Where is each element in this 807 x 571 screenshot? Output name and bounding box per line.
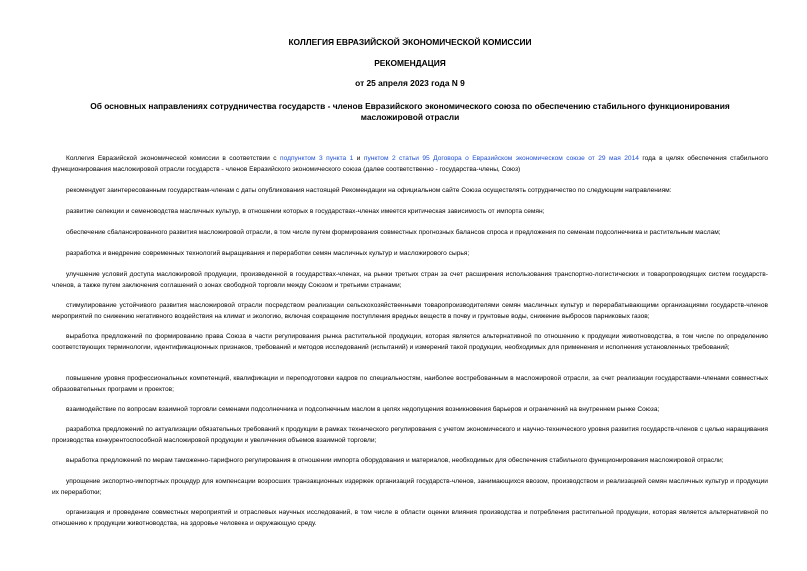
list-item-technologies [52,249,768,260]
paragraph-text: выработка предложений по мерам таможенно-тарифного регулирования в отношении импорта оборудования и материалов, необходимых для обеспечения стабильного функционирования масложировой отрасли; [66,457,724,464]
paragraph-recommends [52,186,768,197]
issuer-heading: КОЛЛЕГИЯ ЕВРАЗИЙСКОЙ ЭКОНОМИЧЕСКОЙ КОМИССИИ [288,37,532,47]
list-item-requirements [52,425,768,446]
list-item-export-import [52,477,768,498]
link-subparagraph-3[interactable]: подпунктом 3 пункта 1 [280,155,354,162]
list-item-sustainable-development [52,301,768,322]
paragraph-text: разработка и внедрение современных технологий выращивания и переработки семян масличных культур и масложирового сырья; [66,250,470,257]
document-title: Об основных направлениях сотрудничества государств - членов Евразийского экономического союза по обеспечению стабильного функционирования масложировой отрасли [90,101,730,122]
document-type-heading: РЕКОМЕНДАЦИЯ [374,58,446,68]
paragraph-text: улучшение условий доступа масложировой продукции, произведенной в государствах-членах, на рынки третьих стран за счет расширения использования транспортно-логистических и товаропроводящих систем государств-членов, а также путем заключения соглашений о зонах свободной торговли между Союзом и третьими странами; [52,271,768,289]
paragraph-text: повышение уровня профессиональных компетенций, квалификации и переподготовки кадров по специальностям, наиболее востребованным в масложировой отрасли, за счет реализации государствами-членами совместных образовательных программ и проектов; [52,375,768,393]
list-item-market-access [52,270,768,291]
list-item-competencies [52,374,768,395]
list-item-selection [52,207,768,218]
paragraph-text: взаимодействие по вопросам взаимной торговли семенами подсолнечника и подсолнечным маслом в целях недопущения возникновения барьеров и ограничений на внутреннем рынке Союза; [66,406,660,413]
date-number-heading: от 25 апреля 2023 года N 9 [355,78,465,88]
paragraph-text: выработка предложений по формированию права Союза в части регулирования рынка растительной продукции, которая является альтернативной по отношению к продукции животноводства, в том числе по определению соответствующих терминологии, идентификационных признаков, требований и методов исследований (испытаний) и измерений такой продукции, необходимых для применения и исполнения установленных требований; [52,333,768,351]
paragraph-text: разработка предложений по актуализации обязательных требований к продукции в рамках технического регулирования с учетом экономического и научно-технического уровня развития государств-членов с целью наращивания производства конкурентоспособной масложировой продукции и увеличения объемов взаимной торговли; [52,426,768,444]
list-item-research [52,508,768,529]
link-treaty-article-95[interactable]: пунктом 2 статьи 95 Договора о Евразийском экономическом союзе от 29 мая 2014 [363,155,639,162]
intro-text-mid: и [353,155,364,162]
list-item-mutual-trade [52,405,768,416]
paragraph-text: стимулирование устойчивого развития масложировой отрасли посредством реализации сельскохозяйственными товаропроизводителями семян масличных культур и перерабатывающими организациями государств-членов мероприятий по снижению негативного воздействия на климат и экологию, включая сокращение поступления вредных веществ в почву и грунтовые воды, снижение выбросов парниковых газов; [52,302,768,320]
paragraph-text: обеспечение сбалансированного развития масложировой отрасли, в том числе путем формирования совместных прогнозных балансов спроса и предложения по семенам подсолнечника и растительным маслам; [66,229,721,236]
intro-text-start: Коллегия Евразийской экономической комиссии в соответствии с [66,155,281,162]
paragraph-text: рекомендует заинтересованным государствам-членам с даты опубликования настоящей Рекомендации на официальном сайте Союза осуществлять сотрудничество по следующим направлениям: [66,187,672,194]
list-item-balance [52,228,768,239]
paragraph-text: упрощение экспортно-импортных процедур для компенсации возросших транзакционных издержек организаций государств-членов, занимающихся ввозом, производством и реализацией семян масличных культур и продукции их переработки; [52,478,768,496]
list-item-customs-tariff [52,456,768,467]
paragraph-text: развитие селекции и семеноводства масличных культур, в отношении которых в государствах-членах имеется критическая зависимость от импорта семян; [66,208,545,215]
paragraph-text: организация и проведение совместных мероприятий и отраслевых научных исследований, в том числе в области оценки влияния производства и потребления растительной продукции, которая является альтернативной по отношению к продукции животноводства, на здоровье человека и окружающую среду. [52,509,768,527]
intro-paragraph [52,154,768,175]
intro-text-end: года в целях обеспечения стабильного функционирования масложировой отрасли государств - членов Евразийского экономического союза (далее соответственно - государства-члены, Союз) [52,155,769,173]
list-item-union-law [52,332,768,353]
